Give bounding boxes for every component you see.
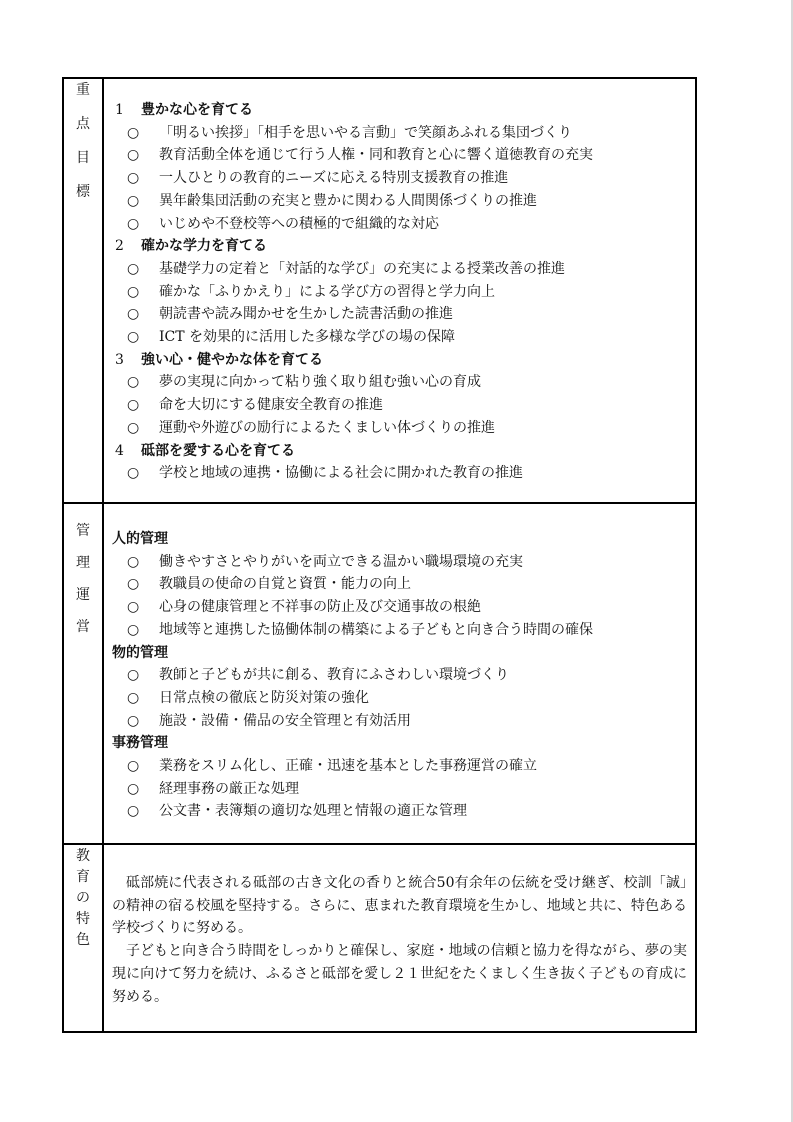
management-label-char: 営 bbox=[76, 619, 90, 635]
management-label-char: 理 bbox=[76, 555, 90, 571]
management-item: ○ 経理事務の厳正な処理 bbox=[127, 780, 299, 797]
features-label-char: 特 bbox=[76, 911, 90, 927]
management-row bbox=[63, 503, 696, 844]
goal-heading: 1 豊かな心を育てる bbox=[115, 102, 253, 118]
goals-label-char: 重 bbox=[76, 82, 90, 98]
features-paragraph: 子どもと向き合う時間をしっかりと確保し、家庭・地域の信頼と協力を得ながら、夢の実現に向けて努力を続け、ふるさと砥部を愛し２１世紀をたくましく生き抜く子どもの育成に努める。 bbox=[112, 943, 687, 1005]
goal-item: ○ 学校と地域の連携・協働による社会に開かれた教育の推進 bbox=[127, 465, 523, 482]
management-item: ○ 業務をスリム化し、正確・迅速を基本とした事務運営の確立 bbox=[127, 758, 537, 775]
goals-row bbox=[63, 78, 696, 503]
goal-item: ○ 一人ひとりの教育的ニーズに応える特別支援教育の推進 bbox=[127, 170, 509, 187]
goal-item: ○ 異年齢集団活動の充実と豊かに関わる人間関係づくりの推進 bbox=[127, 192, 537, 209]
goals-label bbox=[64, 79, 102, 201]
features-label-char: 教 bbox=[76, 848, 90, 864]
management-item: ○ 地域等と連携した協働体制の構築による子どもと向き合う時間の確保 bbox=[127, 621, 593, 638]
goals-label-char: 点 bbox=[76, 116, 90, 132]
management-item: ○ 公文書・表簿類の適切な処理と情報の適正な管理 bbox=[127, 803, 467, 820]
goals-label-char: 標 bbox=[76, 184, 90, 200]
goal-item: ○ 命を大切にする健康安全教育の推進 bbox=[127, 397, 383, 414]
features-label bbox=[64, 845, 102, 949]
goal-item: ○ 運動や外遊びの励行によるたくましい体づくりの推進 bbox=[127, 419, 495, 436]
goals-label-cell bbox=[63, 78, 103, 503]
goals-content bbox=[104, 79, 695, 485]
goals-label-char: 目 bbox=[76, 150, 90, 166]
goal-item: ○ 基礎学力の定着と「対話的な学び」の充実による授業改善の推進 bbox=[127, 260, 565, 277]
management-item: ○ 教師と子どもが共に創る、教育にふさわしい環境づくり bbox=[127, 667, 509, 684]
goal-item: ○ 教育活動全体を通じて行う人権・同和教育と心に響く道徳教育の充実 bbox=[127, 147, 593, 164]
management-heading: 事務管理 bbox=[112, 735, 168, 752]
goal-item: ○ ICT を効果的に活用した多様な学びの場の保障 bbox=[127, 329, 456, 346]
management-item: ○ 施設・設備・備品の安全管理と有効活用 bbox=[127, 712, 411, 729]
management-heading: 物的管理 bbox=[112, 644, 168, 661]
features-label-char: 色 bbox=[76, 932, 90, 948]
features-label-cell bbox=[63, 844, 103, 1032]
management-label-cell bbox=[63, 503, 103, 844]
features-paragraph: 砥部焼に代表される砥部の古き文化の香りと統合50有余年の伝統を受け継ぎ、校訓「誠」の精神の宿る校風を堅持する。さらに、恵まれた教育環境を生かし、地域と共に、特色ある学校づくりに努める。 bbox=[112, 875, 687, 937]
management-item: ○ 働きやすさとやりがいを両立できる温かい職場環境の充実 bbox=[127, 553, 523, 570]
school-policy-table bbox=[62, 77, 697, 1033]
goal-item: ○ いじめや不登校等への積極的で組織的な対応 bbox=[127, 215, 439, 232]
management-label bbox=[64, 520, 102, 636]
management-label-char: 運 bbox=[76, 587, 90, 603]
goal-heading: 4 砥部を愛する心を育てる bbox=[115, 442, 295, 459]
goal-item: ○ 朝読書や読み聞かせを生かした読書活動の推進 bbox=[127, 306, 453, 323]
management-item: ○ 日常点検の徹底と防災対策の強化 bbox=[127, 689, 369, 706]
features-label-char: 育 bbox=[76, 869, 90, 885]
features-row bbox=[63, 844, 696, 1032]
management-item: ○ 心身の健康管理と不祥事の防止及び交通事故の根絶 bbox=[127, 599, 481, 616]
goal-item: ○ 「明るい挨拶」「相手を思いやる言動」で笑顔あふれる集団づくり bbox=[127, 124, 572, 141]
goal-heading: 2 確かな学力を育てる bbox=[115, 238, 267, 255]
features-content bbox=[104, 845, 695, 1008]
management-content bbox=[104, 504, 695, 823]
management-content-cell bbox=[103, 503, 696, 844]
goal-item: ○ 確かな「ふりかえり」による学び方の習得と学力向上 bbox=[127, 283, 495, 300]
management-heading: 人的管理 bbox=[112, 531, 168, 547]
goals-content-cell bbox=[103, 78, 696, 503]
features-content-cell bbox=[103, 844, 696, 1032]
management-item: ○ 教職員の使命の自覚と資質・能力の向上 bbox=[127, 576, 411, 593]
management-label-char: 管 bbox=[76, 523, 90, 539]
goal-heading: 3 強い心・健やかな体を育てる bbox=[115, 351, 323, 368]
features-label-char: の bbox=[76, 890, 90, 906]
goal-item: ○ 夢の実現に向かって粘り強く取り組む強い心の育成 bbox=[127, 374, 481, 391]
